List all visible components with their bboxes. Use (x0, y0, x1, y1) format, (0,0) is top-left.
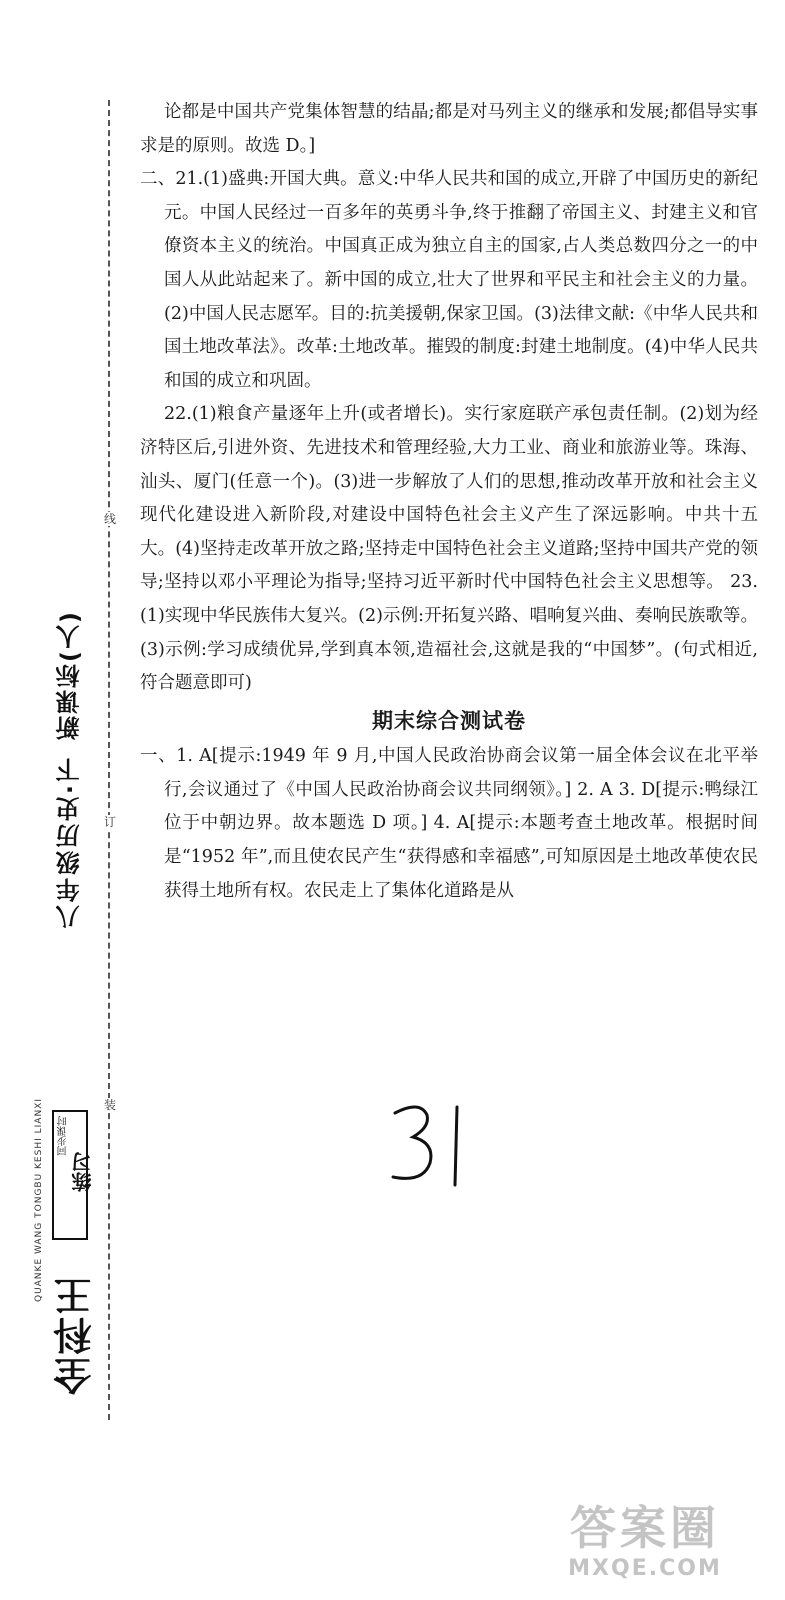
answer-content (140, 96, 758, 908)
binding-dashed-line (108, 100, 110, 1420)
answer-q22-q23: 22.(1)粮食产量逐年上升(或者增长)。实行家庭联产承包责任制。(2)划为经济特区后,引进外资、先进技术和管理经验,大力工业、商业和旅游业等。珠海、汕头、厦门(任意一个)。(3)进一步解放了人们的思想,推动改革开放和社会主义现代化建设进入新阶段,对建设中国特色社会主义产生了深远影响。中共十五大。(4)坚持走改革开放之路;坚持走中国特色社会主义道路;坚持中国共产党的领导;坚持以邓小平理论为指导;坚持习近平新时代中国特色社会主义思想等。 23.(1)实现中华民族伟大复兴。(2)示例:开拓复兴路、唱响复兴曲、奏响民族歌等。(3)示例:学习成绩优异,学到真本领,造福社会,这就是我的“中国梦”。(句式相近,符合题意即可) (140, 404, 758, 694)
binding-mark-ding: 订 (103, 815, 116, 829)
watermark (520, 1500, 770, 1595)
handwritten-page-number (385, 1095, 505, 1195)
watermark-text: 答案圈 (570, 1501, 720, 1555)
logo-pinyin: QUANKE WANG TONGBU KESHI LIANXI (34, 1098, 44, 1303)
logo-main: 全科王 (53, 1275, 98, 1395)
binding-mark-xian: 线 (103, 512, 116, 526)
binding-mark-zhuang: 装 (103, 1098, 116, 1112)
publisher-logo (30, 1090, 102, 1420)
answer-final-exam-part-one: 一、1. A[提示:1949 年 9 月,中国人民政治协商会议第一届全体会议在北平举行,会议通过了《中国人民政治协商会议共同纲领》。] 2. A 3. D[提示:鸭绿江位于中朝边界。故本题选 D 项。] 4. A[提示:本题考查土地改革。根据时间是“1952 年”,而且使农民产生“获得感和幸福感”,可知原因是土地改革使农民获得土地所有权。农民走上了集体化道路是从 (140, 746, 758, 901)
logo-tag: 同步课时 (58, 1116, 69, 1156)
subject-label: 八年级历史·下 (56, 755, 84, 930)
watermark-url: MXQE.COM (568, 1556, 722, 1581)
logo-box (52, 1110, 95, 1240)
logo-sub: 练习 (71, 1152, 95, 1192)
binding-margin (0, 0, 118, 1600)
section-title: 期末综合测试卷 (372, 708, 526, 733)
answer-paragraph-continued: 论都是中国共产党集体智慧的结晶;都是对马列主义的继承和发展;都倡导实事求是的原则。故选 D。] (140, 102, 758, 156)
edition-label: 新课标(人) (56, 610, 84, 740)
answer-section-two-q21: 二、21.(1)盛典:开国大典。意义:中华人民共和国的成立,开辟了中国历史的新纪元。中国人民经过一百多年的英勇斗争,终于推翻了帝国主义、封建主义和官僚资本主义的统治。中国真正成为独立自主的国家,占人类总数四分之一的中国人从此站起来了。新中国的成立,壮大了世界和平民主和社会主义的力量。(2)中国人民志愿军。目的:抗美援朝,保家卫国。(3)法律文献:《中华人民共和国土地改革法》。改革:土地改革。摧毁的制度:封建土地制度。(4)中华人民共和国的成立和巩固。 (140, 169, 758, 391)
